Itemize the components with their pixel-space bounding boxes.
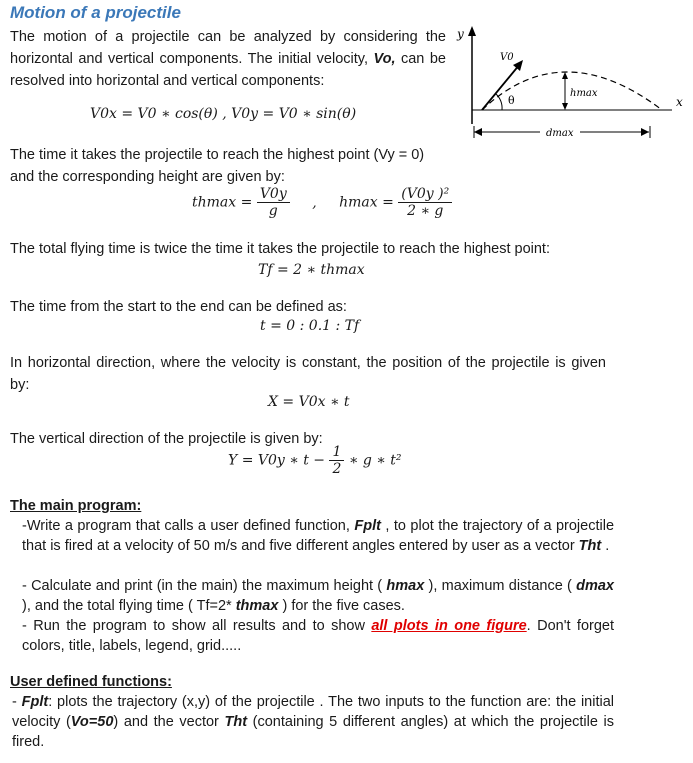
dmax-arrow-right <box>641 128 649 136</box>
udf-v0: Vo=50 <box>70 714 114 730</box>
main-item2-text-d: ) for the five cases. <box>278 598 405 614</box>
hmax-arrow-top <box>562 72 568 79</box>
highest-point-paragraph <box>10 144 460 188</box>
hmax-arrow-bottom <box>562 103 568 110</box>
equation-y-position <box>228 444 401 477</box>
main-item1-text-a: -Write a program that calls a user defined function, <box>22 518 355 534</box>
main-program-item3 <box>22 616 614 656</box>
main-item1-fplt: Fplt <box>354 518 381 534</box>
intro-v0: Vo, <box>373 51 396 67</box>
y-axis-arrow <box>468 26 476 36</box>
main-item2-hmax: hmax <box>386 578 425 594</box>
udf-text-c: ) and the vector <box>113 714 225 730</box>
eq-y-part-b: ∗ g ∗ t² <box>348 452 402 469</box>
main-item2-text-b: ), maximum distance ( <box>424 578 577 594</box>
main-program-item2 <box>22 576 614 616</box>
total-time-paragraph: The total flying time is twice the time it takes the projectile to reach the highest point: <box>10 241 550 257</box>
main-program-item1 <box>22 516 614 556</box>
intro-text: The motion of a projectile can be analyzed by considering the horizontal and vertical components. The initial velocity, <box>10 29 446 67</box>
udf-text-a: - <box>12 694 22 710</box>
udf-tht: Tht <box>224 714 248 730</box>
dmax-arrow-left <box>474 128 482 136</box>
main-item1-tht: Tht <box>578 538 602 554</box>
intro-paragraph <box>10 26 446 92</box>
dmax-label: dmax <box>546 128 574 139</box>
intro-end: can be resolved into horizontal and vertical components: <box>10 51 446 89</box>
eq-hmax-lhs: hmax <box>339 194 378 211</box>
eq-thmax-lhs: thmax <box>192 194 237 211</box>
time-range-paragraph: The time from the start to the end can be defined as: <box>10 299 347 315</box>
equation-velocity-components: V0x = V0 ∗ cos(θ) , V0y = V0 ∗ sin(θ) <box>90 106 357 122</box>
equation-total-time: Tf = 2 ∗ thmax <box>258 262 365 278</box>
main-item1-text-c: . <box>601 538 610 554</box>
v0-label: V0 <box>500 52 514 63</box>
equation-thmax-hmax: thmax = $\frac{V0y}{g}$ , hmax = $\frac{\text{(V0y )²}}{2 ∗ g}$ <box>192 186 452 219</box>
eq-thmax-denominator: g <box>268 203 278 219</box>
page-title: Motion of a projectile <box>10 3 181 22</box>
main-item1-text-b: , to plot the trajectory of a projectile that is fired at a velocity of 50 m/s and five different angles entered by user as a vector <box>22 518 615 554</box>
eq-thmax-fraction <box>257 186 290 219</box>
udf-description <box>12 692 614 752</box>
eq-hmax-denominator: 2 ∗ g <box>407 203 444 219</box>
udf-text-b: : plots the trajectory (x,y) of the projectile . The two inputs to the function are: the initial velocity ( <box>12 694 615 730</box>
projectile-diagram <box>452 24 688 148</box>
udf-text-d: (containing 5 different angles) at which the projectile is fired. <box>12 714 614 750</box>
eq-separator: , <box>312 194 317 211</box>
main-item2-text-a: - Calculate and print (in the main) the maximum height ( <box>22 578 387 594</box>
theta-label: θ <box>508 94 515 107</box>
highest-point-line1: The time it takes the projectile to reach the highest point (Vy = 0) <box>10 147 425 163</box>
main-program-heading: The main program: <box>10 498 142 514</box>
horizontal-paragraph: In horizontal direction, where the velocity is constant, the position of the projectile is given by: <box>10 355 606 393</box>
udf-fplt: Fplt <box>21 694 49 710</box>
y-axis-label: y <box>457 27 464 41</box>
x-axis-label: x <box>676 95 683 109</box>
eq-y-numerator: 1 <box>329 444 344 461</box>
eq-hmax-fraction <box>398 186 452 219</box>
eq-y-denominator: 2 <box>332 461 342 477</box>
equation-x-position: X = V0x ∗ t <box>268 394 350 410</box>
main-item3-text-a: - Run the program to show all results and to show <box>22 618 372 634</box>
udf-heading: User defined functions: <box>10 674 172 690</box>
main-item3-highlight: all plots in one figure <box>371 618 527 634</box>
eq-y-part-a: Y = V0y ∗ t − <box>228 452 326 469</box>
vertical-paragraph: The vertical direction of the projectile is given by: <box>10 431 323 447</box>
main-item2-thmax: thmax <box>235 598 279 614</box>
main-item2-text-c: ), and the total flying time ( Tf=2* <box>22 598 236 614</box>
eq-y-fraction <box>329 444 344 477</box>
highest-point-line2: and the corresponding height are given by: <box>10 169 285 185</box>
main-item2-dmax: dmax <box>576 578 614 594</box>
main-item3-text-b: . Don't forget colors, title, labels, legend, grid..... <box>22 618 614 654</box>
eq-hmax-numerator: (V0y )² <box>398 186 452 203</box>
equation-time-vector: t = 0 : 0.1 : Tf <box>260 318 360 334</box>
eq-thmax-numerator: V0y <box>257 186 290 203</box>
hmax-label: hmax <box>570 88 598 99</box>
